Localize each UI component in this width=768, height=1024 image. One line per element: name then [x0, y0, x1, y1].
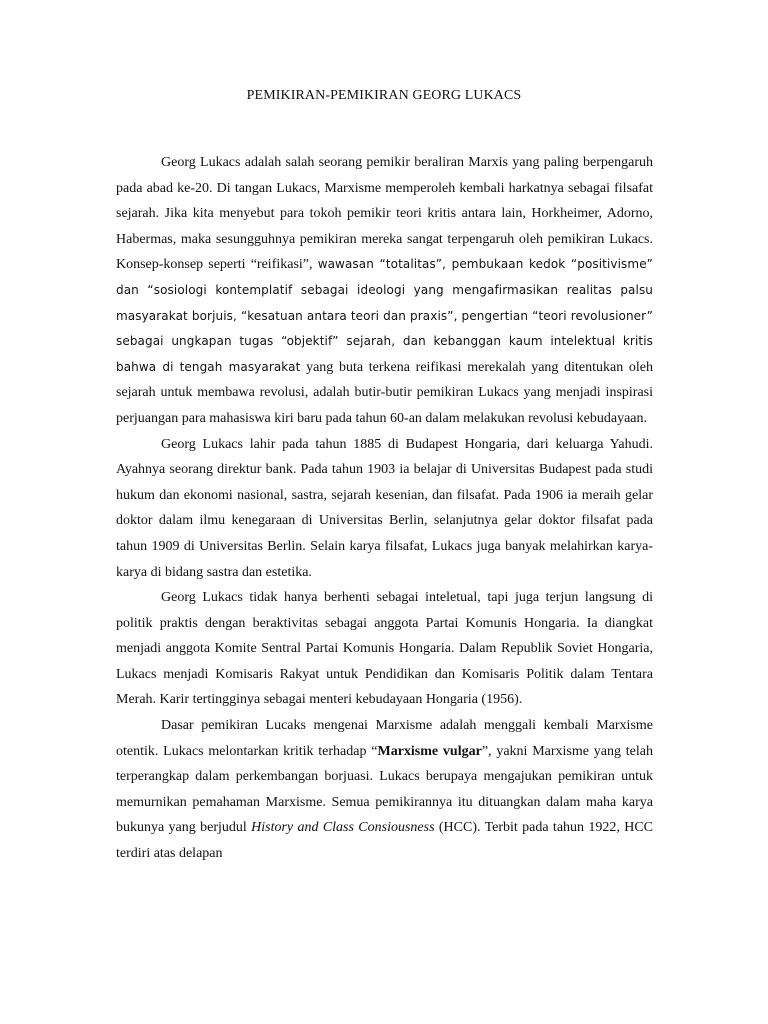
document-title: PEMIKIRAN-PEMIKIRAN GEORG LUKACS — [246, 88, 522, 103]
paragraph-4-text-a: Dasar pemikiran Lucaks mengenai Marxisme adalah menggali kembali Marxisme otentik. Lukacs melontarkan kritik terhadap “ — [116, 718, 653, 759]
paragraph-4 — [116, 713, 653, 867]
marxisme-vulgar-term: Marxisme vulgar — [377, 743, 482, 759]
paragraph-3: Georg Lukacs tidak hanya berhenti sebagai inteletual, tapi juga terjun langsung di politik praktis dengan beraktivitas sebagai anggota Partai Komunis Hongaria. Ia diangkat menjadi anggota Komite Sentral Partai Komunis Hongaria. Dalam Republik Soviet Hongaria, Lukacs menjadi Komisaris Rakyat untuk Pendidikan dan Komisaris Politik dalam Tentara Merah. Karir tertingginya sebagai menteri kebudayaan Hongaria (1956). — [116, 590, 653, 708]
paragraph-1 — [116, 150, 653, 432]
paragraph-1-text-b: wawasan “totalitas”, pembukaan kedok “positivisme” dan “sosiologi kontemplatif sebagai ideologi yang mengafirmasikan realitas palsu masyarakat borjuis, “kesatuan antara teori dan praxis”, pengertian “teori revolusioner” sebagai ungkapan tugas “objektif” sejarah, dan kebanggan kaum intelektual kritis bahwa di tengah masyarakat — [116, 257, 653, 374]
book-title: History and Class Consiousness — [251, 820, 435, 836]
paragraph-4-text-c: (HCC). Terbit pada tahun 1922, HCC terdiri atas delapan — [116, 820, 654, 862]
document-body — [116, 150, 653, 867]
paragraph-1-text-a: Georg Lukacs adalah salah seorang pemikir beraliran Marxis yang paling berpengaruh pada abad ke-20. Di tangan Lukacs, Marxisme memperoleh kembali harkatnya sebagai filsafat sejarah. Jika kita menyebut para tokoh pemikir teori kritis antara lain, Horkheimer, Adorno, Habermas, maka sesungguhnya pemikiran mereka sangat terpengaruh oleh pemikiran Lukacs. Konsep-konsep seperti “reifikasi”, — [116, 155, 653, 273]
paragraph-1-text-c: yang buta terkena reifikasi merekalah yang ditentukan oleh sejarah untuk membawa revolusi, adalah butir-butir pemikiran Lukacs yang menjadi inspirasi perjuangan para mahasiswa kiri baru pada tahun 60-an dalam melakukan revolusi kebudayaan. — [116, 359, 653, 426]
paragraph-2: Georg Lukacs lahir pada tahun 1885 di Budapest Hongaria, dari keluarga Yahudi. Ayahnya seorang direktur bank. Pada tahun 1903 ia belajar di Universitas Budapest pada studi hukum dan ekonomi nasional, sastra, sejarah kesenian, dan filsafat. Pada 1906 ia meraih gelar doktor dalam ilmu kenegaraan di Universitas Berlin, selanjutnya gelar doktor filsafat pada tahun 1909 di Universitas Berlin. Selain karya filsafat, Lukacs juga banyak melahirkan karya-karya di bidang sastra dan estetika. — [116, 436, 653, 580]
paragraph-4-text-b: ”, yakni Marxisme yang telah terperangkap dalam perkembangan borjuasi. Lukacs berupaya mengajukan pemikiran untuk memurnikan pemahaman Marxisme. Semua pemikirannya itu dituangkan dalam maha karya bukunya yang berjudul — [116, 743, 653, 836]
